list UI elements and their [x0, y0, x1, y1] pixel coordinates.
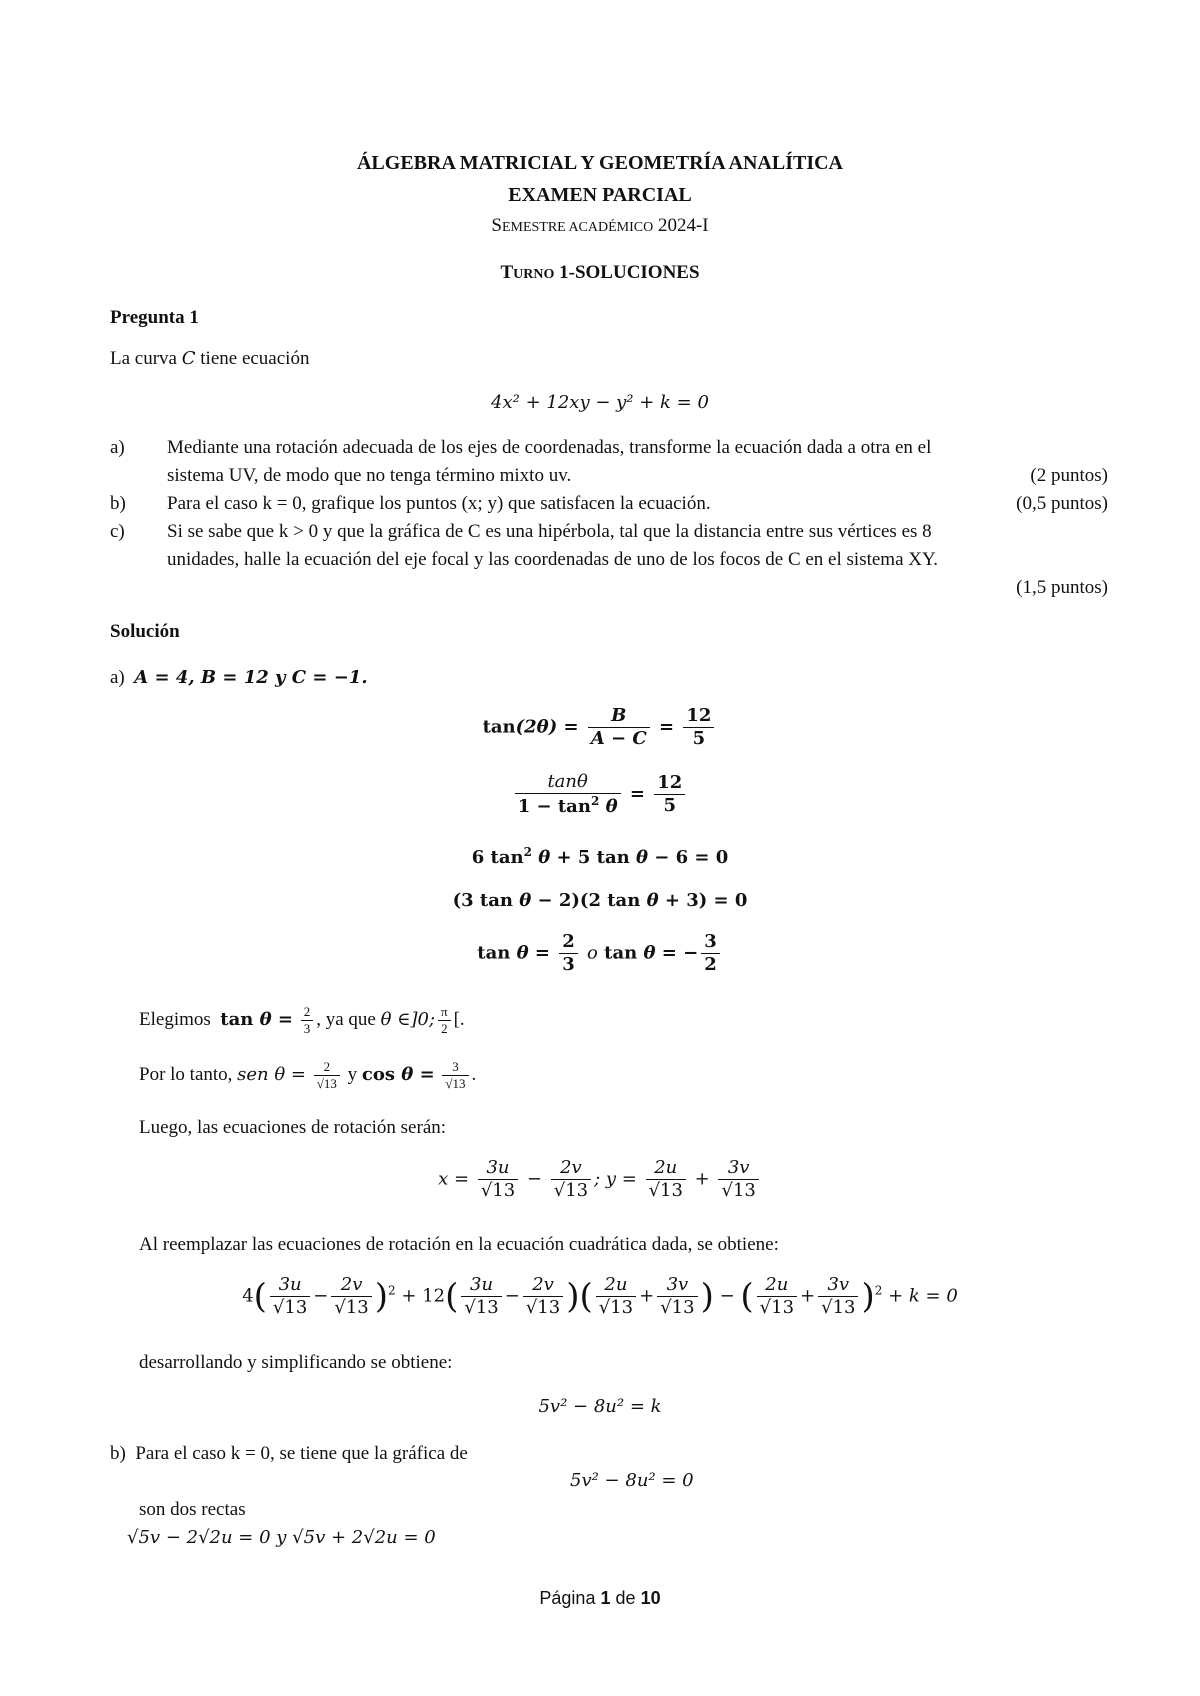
b-equation: 5v² − 8u² = 0: [570, 1470, 694, 1491]
al-reemplazar-line: Al reemplazar las ecuaciones de rotación en la ecuación cuadrática dada, se obtiene:: [139, 1234, 779, 1255]
item-c-line1: Si se sabe que k > 0 y que la gráfica de C es una hipérbola, tal que la distancia entre sus vértices es 8: [167, 521, 932, 542]
item-b-label: b): [110, 493, 126, 514]
item-c-line2: unidades, halle la ecuación del eje focal y las coordenadas de uno de los focos de C en el sistema XY.: [167, 549, 939, 570]
eq-quadratic: 6 $\tan^2 \theta + 5$ tan θ − 6 = 0: [471, 845, 729, 868]
item-c-label: c): [110, 521, 125, 542]
document-subtitle: EXAMEN PARCIAL: [508, 184, 692, 206]
eq-tan-fraction: $\frac{\tan\theta}{1 - \tan^2 \theta}$ = $\frac{12}{5}$: [0, 772, 1200, 817]
item-b-points: (0,5 puntos): [1016, 493, 1108, 514]
desarrollando-line: desarrollando y simplificando se obtiene:: [139, 1352, 453, 1373]
turno-line: TURNO 1-SOLUCIONES: [500, 262, 700, 283]
substituted-equation: 4( $\frac{3u}{√13}$ − $\frac{2v}{√13}$ )$^2$ + 12( $\frac{3u}{√13}$ − $\frac{2v}{√13}$ )( $\frac{2u}{√13}$ + $\frac{3v}{√13}$ ) − ( $\frac{2u}{√13}$ + $\frac{3v}{√13}$ )$^2$ + k = 0: [242, 1274, 958, 1318]
item-a-points: (2 puntos): [1030, 465, 1108, 486]
eq-roots: tan θ = $\frac{2}{3}$ o tan θ = − $\frac{3}{2}$: [0, 932, 1200, 975]
result-equation: 5v² − 8u² = k: [538, 1396, 662, 1417]
document-title: ÁLGEBRA MATRICIAL Y GEOMETRÍA ANALÍTICA: [356, 152, 843, 174]
rotation-equations: x = $\frac{3u}{√13}$ − $\frac{2v}{√13}$ ; y = $\frac{2u}{√13}$ + $\frac{3v}{√13}$: [0, 1158, 1200, 1201]
item-c-points: (1,5 puntos): [1016, 577, 1108, 598]
lines-equation: √5v − 2√2u = 0 y √5v + 2√2u = 0: [127, 1527, 436, 1548]
solution-a-line: a) A = 4, B = 12 y C = −1.: [110, 667, 368, 688]
item-a-label: a): [110, 437, 125, 458]
elegimos-line: Elegimos tan θ = $\frac{2}{3}$ , ya que θ ∈]0; $\frac{\pi}{2}$ [.: [139, 1004, 465, 1036]
solution-heading: Solución: [110, 621, 180, 642]
item-a-line1: Mediante una rotación adecuada de los ejes de coordenadas, transforme la ecuación dada a otra en el: [167, 437, 932, 458]
luego-line: Luego, las ecuaciones de rotación serán:: [139, 1117, 447, 1138]
solution-b-line: b) Para el caso k = 0, se tiene que la gráfica de: [110, 1443, 468, 1464]
eq-factored: (3 tan θ − 2)(2 tan θ + 3) = 0: [452, 890, 748, 911]
question-intro: La curva C tiene ecuación: [110, 348, 310, 369]
son-dos-rectas: son dos rectas: [139, 1499, 246, 1520]
question-heading: Pregunta 1: [110, 307, 199, 328]
semester-line: SEMESTRE ACADÉMICO 2024-I: [491, 215, 709, 236]
item-a-line2: sistema UV, de modo que no tenga término mixto uv.: [167, 465, 572, 486]
page-footer: Página 1 de 10: [539, 1588, 661, 1608]
por-lo-tanto-line: Por lo tanto, sen θ = $\frac{2}{√13}$ y cos θ = $\frac{3}{√13}$ .: [139, 1059, 477, 1091]
eq-tan2theta: tan(2θ) = $\frac{B}{A - C}$ = $\frac{12}{5}$: [0, 706, 1200, 749]
item-b-line1: Para el caso k = 0, grafique los puntos (x; y) que satisfacen la ecuación.: [167, 493, 711, 514]
curve-equation: 4x² + 12xy − y² + k = 0: [491, 392, 709, 413]
